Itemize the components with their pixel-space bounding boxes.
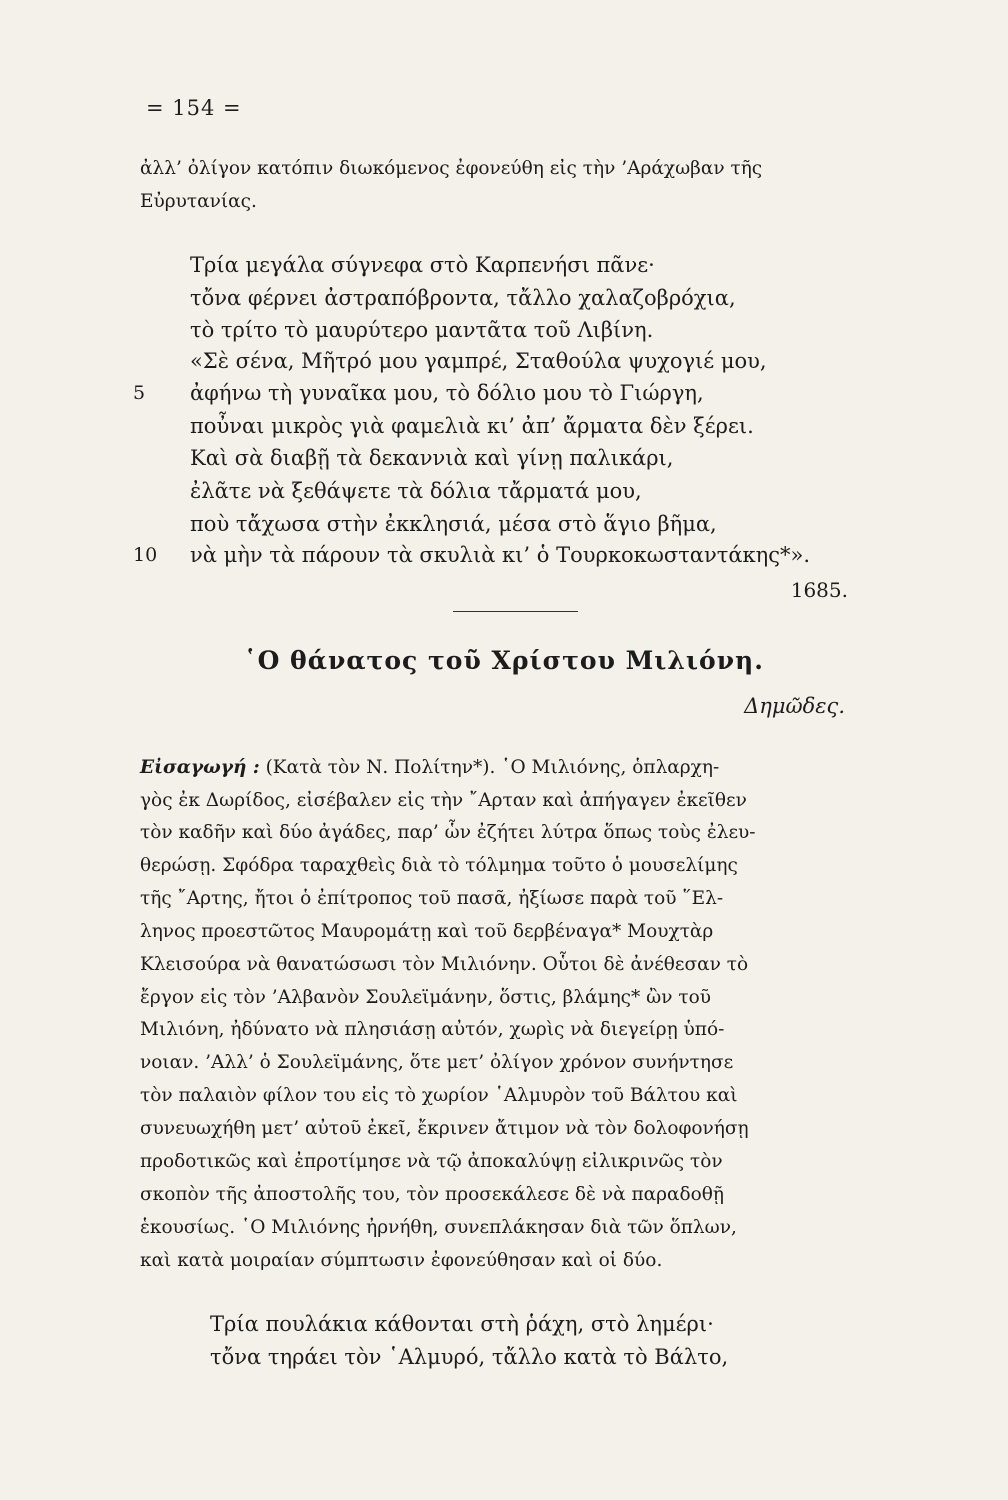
verse-line: ποὖναι μικρὸς γιὰ φαμελιὰ κι’ ἀπ’ ἄρματα δὲν ξέρει.: [190, 414, 754, 438]
intro-line: συνευωχήθη μετ’ αὐτοῦ ἐκεῖ, ἔκρινεν ἄτιμον νὰ τὸν δολοφονήσῃ: [140, 1118, 749, 1139]
intro-line: θερώσῃ. Σφόδρα ταραχθεὶς διὰ τὸ τόλμημα τοῦτο ὁ μουσελίμης: [140, 855, 738, 876]
intro-first-line: [140, 757, 719, 778]
verse-line: ἀφήνω τὴ γυναῖκα μου, τὸ δόλιο μου τὸ Γιώργη,: [190, 381, 704, 405]
intro-line: Κλεισούρα νὰ θανατώσωσι τὸν Μιλιόνην. Οὗτοι δὲ ἀνέθεσαν τὸ: [140, 954, 749, 975]
intro-line: Μιλιόνη, ἠδύνατο νὰ πλησιάσῃ αὐτόν, χωρὶς νὰ διεγείρῃ ὑπό-: [140, 1019, 725, 1040]
verse-line: Τρία μεγάλα σύγνεφα στὸ Καρπενήσι πᾶνε·: [190, 253, 655, 277]
intro-line: ληνος προεστῶτος Μαυρομάτῃ καὶ τοῦ δερβέναγα* Μουχτὰρ: [140, 921, 714, 942]
verse-line: Τρία πουλάκια κάθονται στὴ ῥάχη, στὸ λημέρι·: [210, 1312, 714, 1336]
verse-line: νὰ μὴν τὰ πάρουν τὰ σκυλιὰ κι’ ὁ Τουρκοκωσταντάκης*».: [190, 543, 811, 567]
page-number: = 154 =: [146, 96, 242, 120]
intro-line: ἑκουσίως. ῾Ο Μιλιόνης ἠρνήθη, συνεπλάκησαν διὰ τῶν ὅπλων,: [140, 1217, 737, 1238]
prose-line: Εὐρυτανίας.: [140, 191, 257, 212]
poem-year: 1685.: [790, 578, 848, 602]
section-title: ῾Ο θάνατος τοῦ Χρίστου Μιλιόνη.: [244, 646, 764, 675]
verse-line: τὄνα φέρνει ἀστραπόβροντα, τἄλλο χαλαζοβρόχια,: [190, 286, 736, 310]
verse-line: ποὺ τἄχωσα στὴν ἐκκλησιά, μέσα στὸ ἅγιο βῆμα,: [190, 512, 717, 536]
verse-line: τὄνα τηράει τὸν ῾Αλμυρό, τἄλλο κατὰ τὸ Βάλτο,: [210, 1345, 729, 1369]
line-number-5: 5: [133, 382, 146, 404]
intro-line: νοιαν. ’Αλλ’ ὁ Σουλεϊμάνης, ὅτε μετ’ ὀλίγον χρόνον συνήντησε: [140, 1052, 734, 1073]
intro-line: (Κατὰ τὸν Ν. Πολίτην*). ῾Ο Μιλιόνης, ὁπλαρχη-: [259, 757, 720, 778]
section-subtitle: Δημῶδες.: [744, 694, 845, 718]
intro-line: προδοτικῶς καὶ ἐπροτίμησε νὰ τῷ ἀποκαλύψῃ εἰλικρινῶς τὸν: [140, 1151, 723, 1172]
section-divider: [453, 611, 578, 612]
prose-line: ἀλλ’ ὀλίγον κατόπιν διωκόμενος ἐφονεύθη εἰς τὴν ’Αράχωβαν τῆς: [140, 158, 763, 179]
intro-line: τὸν καδῆν καὶ δύο ἀγάδες, παρ’ ὧν ἐζήτει λύτρα ὅπως τοὺς ἐλευ-: [140, 822, 756, 843]
intro-line: γὸς ἐκ Δωρίδος, εἰσέβαλεν εἰς τὴν ῎Αρταν καὶ ἀπήγαγεν ἐκεῖθεν: [140, 790, 747, 811]
verse-line: Καὶ σὰ διαβῇ τὰ δεκαννιὰ καὶ γίνῃ παλικάρι,: [190, 446, 674, 470]
line-number-10: 10: [133, 544, 158, 566]
intro-line: καὶ κατὰ μοιραίαν σύμπτωσιν ἐφονεύθησαν καὶ οἱ δύο.: [140, 1250, 663, 1271]
intro-line: ἔργον εἰς τὸν ’Αλβανὸν Σουλεϊμάνην, ὅστις, βλάμης* ὢν τοῦ: [140, 987, 711, 1008]
verse-line: τὸ τρίτο τὸ μαυρύτερο μαντᾶτα τοῦ Λιβίνη.: [190, 318, 654, 342]
intro-label: Εἰσαγωγή :: [140, 757, 260, 778]
intro-line: σκοπὸν τῆς ἀποστολῆς του, τὸν προσεκάλεσε δὲ νὰ παραδοθῇ: [140, 1184, 724, 1205]
verse-line: ἐλᾶτε νὰ ξεθάψετε τὰ δόλια τἄρματά μου,: [190, 479, 642, 503]
intro-line: τῆς ῎Αρτης, ἤτοι ὁ ἐπίτροπος τοῦ πασᾶ, ἠξίωσε παρὰ τοῦ ῞Ελ-: [140, 888, 724, 909]
intro-line: τὸν παλαιὸν φίλον του εἰς τὸ χωρίον ῾Αλμυρὸν τοῦ Βάλτου καὶ: [140, 1085, 738, 1106]
verse-line: «Σὲ σένα, Μῆτρό μου γαμπρέ, Σταθούλα ψυχογιέ μου,: [190, 349, 767, 373]
